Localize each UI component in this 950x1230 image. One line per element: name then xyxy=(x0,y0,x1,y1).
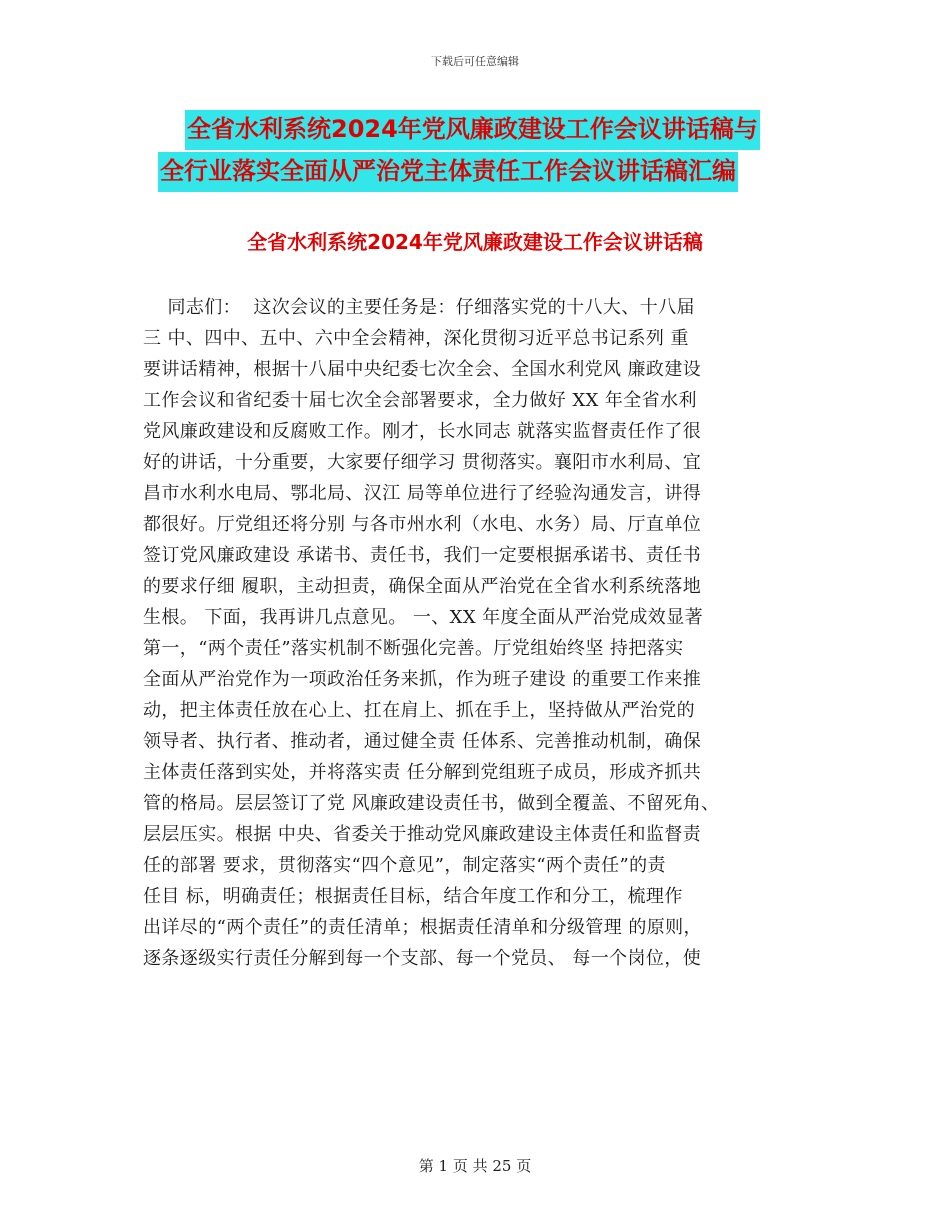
body-text xyxy=(143,292,823,974)
body-line: 任的部署 要求，贯彻落实“四个意见”，制定落实“两个责任”的责 xyxy=(143,855,666,876)
section-title: 全省水利系统2024年党风廉政建设工作会议讲话稿 xyxy=(247,230,703,254)
body-line: 要讲话精神，根据十八届中央纪委七次全会、全国水利党风 廉政建设 xyxy=(143,359,702,380)
body-line: 的要求仔细 履职，主动担责，确保全面从严治党在全省水利系统落地 xyxy=(143,576,702,597)
body-line: 出详尽的“两个责任”的责任清单；根据责任清单和分级管理 的原则， xyxy=(143,917,702,938)
body-line: 任目 标，明确责任；根据责任目标，结合年度工作和分工，梳理作 xyxy=(143,886,683,907)
page-number-footer: 第 1 页 共 25 页 xyxy=(418,1157,532,1175)
body-line: 签订党风廉政建设 承诺书、责任书，我们一定要根据承诺书、责任书 xyxy=(143,545,702,566)
body-line: 动，把主体责任放在心上、扛在肩上、抓在手上，坚持做从严治党的 xyxy=(143,700,695,721)
body-line: 好的讲话，十分重要，大家要仔细学习 贯彻落实。襄阳市水利局、宜 xyxy=(143,452,702,473)
body-line: 逐条逐级实行责任分解到每一个支部、每一个党员、 每一个岗位，使 xyxy=(143,948,702,969)
body-line: 昌市水利水电局、鄂北局、汉江 局等单位进行了经验沟通发言，讲得 xyxy=(143,483,702,504)
document-title-line-1 xyxy=(0,117,950,141)
body-line: 层层压实。根据 中央、省委关于推动党风廉政建设主体责任和监督责 xyxy=(143,824,702,845)
body-line: 三 中、四中、五中、六中全会精神，深化贯彻习近平总书记系列 重 xyxy=(143,328,689,349)
document-title-line-2 xyxy=(0,159,950,183)
body-line: 党风廉政建设和反腐败工作。刚才，长水同志 就落实监督责任作了很 xyxy=(143,421,702,442)
page-header-note: 下载后可任意编辑 xyxy=(431,55,519,68)
body-line: 主体责任落到实处，并将落实责 任分解到党组班子成员，形成齐抓共 xyxy=(143,762,702,783)
body-line: 第一，“两个责任”落实机制不断强化完善。厅党组始终坚 持把落实 xyxy=(143,638,684,659)
body-line: 工作会议和省纪委十届七次全会部署要求，全力做好 XX 年全省水利 xyxy=(143,390,697,411)
body-line: 同志们： 这次会议的主要任务是：仔细落实党的十八大、十八届 xyxy=(143,297,695,318)
document-title-line-1-text: 全省水利系统2024年党风廉政建设工作会议讲话稿与 xyxy=(185,110,760,150)
document-title-line-2-text: 全行业落实全面从严治党主体责任工作会议讲话稿汇编 xyxy=(158,152,738,192)
body-line: 全面从严治党作为一项政治任务来抓，作为班子建设 的重要工作来推 xyxy=(143,669,702,690)
body-line: 都很好。厅党组还将分别 与各市州水利（水电、水务）局、厅直单位 xyxy=(143,514,702,535)
body-line: 生根。 下面，我再讲几点意见。 一、XX 年度全面从严治党成效显著 xyxy=(143,607,703,628)
body-line: 领导者、执行者、推动者，通过健全责 任体系、完善推动机制，确保 xyxy=(143,731,702,752)
body-line: 管的格局。层层签订了党 风廉政建设责任书，做到全覆盖、不留死角、 xyxy=(143,793,720,814)
